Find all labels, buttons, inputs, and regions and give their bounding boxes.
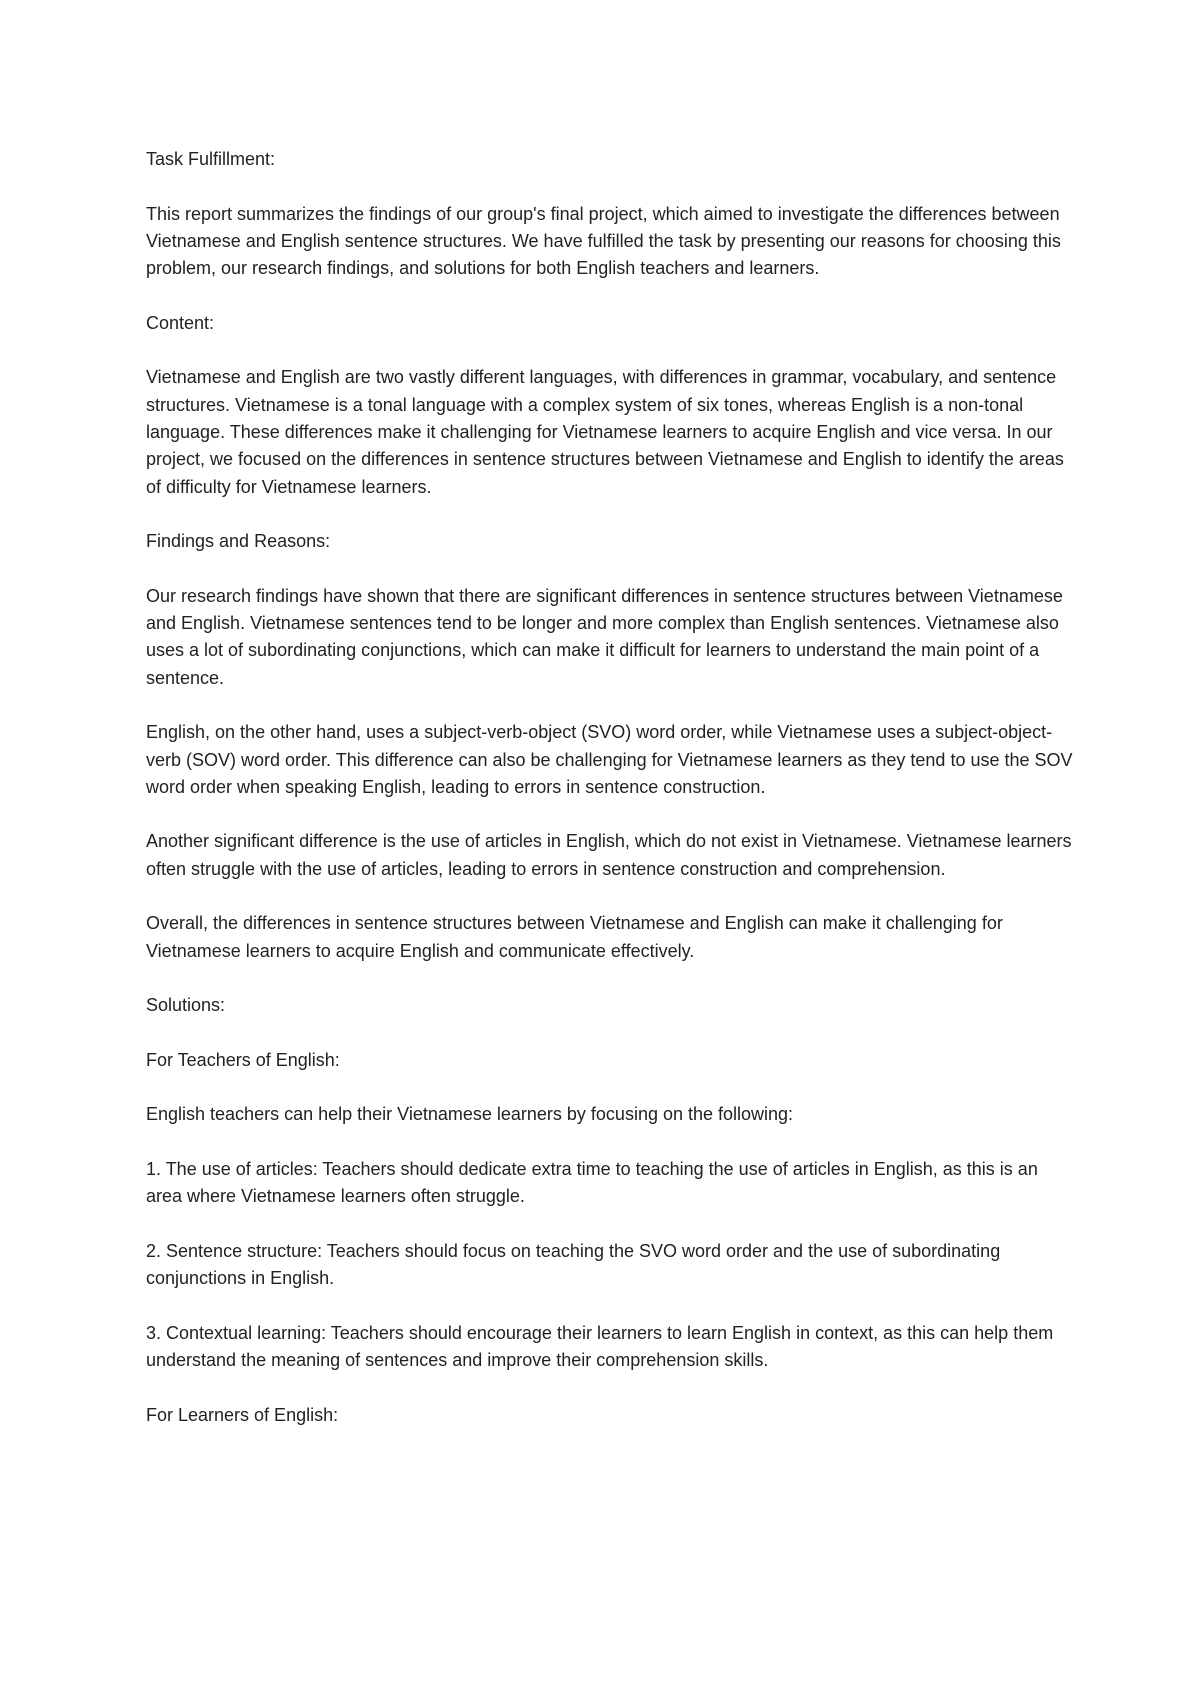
paragraph-findings-3: Another significant difference is the use of articles in English, which do not exist in Vietnamese. Vietnamese learners often struggle with the use of articles, leading to errors in sentence construction and comprehension. (146, 831, 1072, 879)
list-item-sentence-structure: 2. Sentence structure: Teachers should focus on teaching the SVO word order and the use of subordinating conjunctions in English. (146, 1240, 1001, 1289)
paragraph-task-fulfillment: This report summarizes the findings of our group's final project, which aimed to investigate the differences between Vietnamese and English sentence structures. We have fulfilled the task by presenting our reasons for choosing this problem, our research findings, and solutions for both English teachers and learners. (146, 203, 1061, 279)
paragraph-findings-1: Our research findings have shown that there are significant differences in sentence structures between Vietnamese and English. Vietnamese sentences tend to be longer and more complex than English sentences. Vietnamese also uses a lot of subordinating conjunctions, which can make it difficult for learners to understand the main point of a sentence. (146, 585, 1063, 688)
paragraph-teachers-intro: English teachers can help their Vietnamese learners by focusing on the following: (146, 1104, 794, 1125)
heading-findings-and-reasons: Findings and Reasons: (146, 531, 331, 552)
list-item-articles: 1. The use of articles: Teachers should dedicate extra time to teaching the use of articles in English, as this is an area where Vietnamese learners often struggle. (146, 1158, 1038, 1207)
paragraph-findings-4: Overall, the differences in sentence structures between Vietnamese and English can make it challenging for Vietnamese learners to acquire English and communicate effectively. (146, 913, 1003, 961)
heading-content: Content: (146, 312, 215, 333)
paragraph-content: Vietnamese and English are two vastly different languages, with differences in grammar, vocabulary, and sentence structures. Vietnamese is a tonal language with a complex system of six tones, whereas English is a non-tonal language. These differences make it challenging for Vietnamese learners to acquire English and vice versa. In our project, we focused on the differences in sentence structures between Vietnamese and English to identify the areas of difficulty for Vietnamese learners. (146, 367, 1064, 497)
list-item-contextual-learning: 3. Contextual learning: Teachers should encourage their learners to learn English in context, as this can help them understand the meaning of sentences and improve their comprehension skills. (146, 1322, 1054, 1371)
heading-for-teachers: For Teachers of English: (146, 1049, 340, 1070)
heading-for-learners: For Learners of English: (146, 1404, 339, 1425)
document-body (146, 146, 1076, 1456)
heading-task-fulfillment: Task Fulfillment: (146, 149, 276, 169)
paragraph-findings-2: English, on the other hand, uses a subject-verb-object (SVO) word order, while Vietnamese uses a subject-object-verb (SOV) word order. This difference can also be challenging for Vietnamese learners as they tend to use the SOV word order when speaking English, leading to errors in sentence construction. (146, 722, 1073, 797)
heading-solutions: Solutions: (146, 995, 226, 1016)
